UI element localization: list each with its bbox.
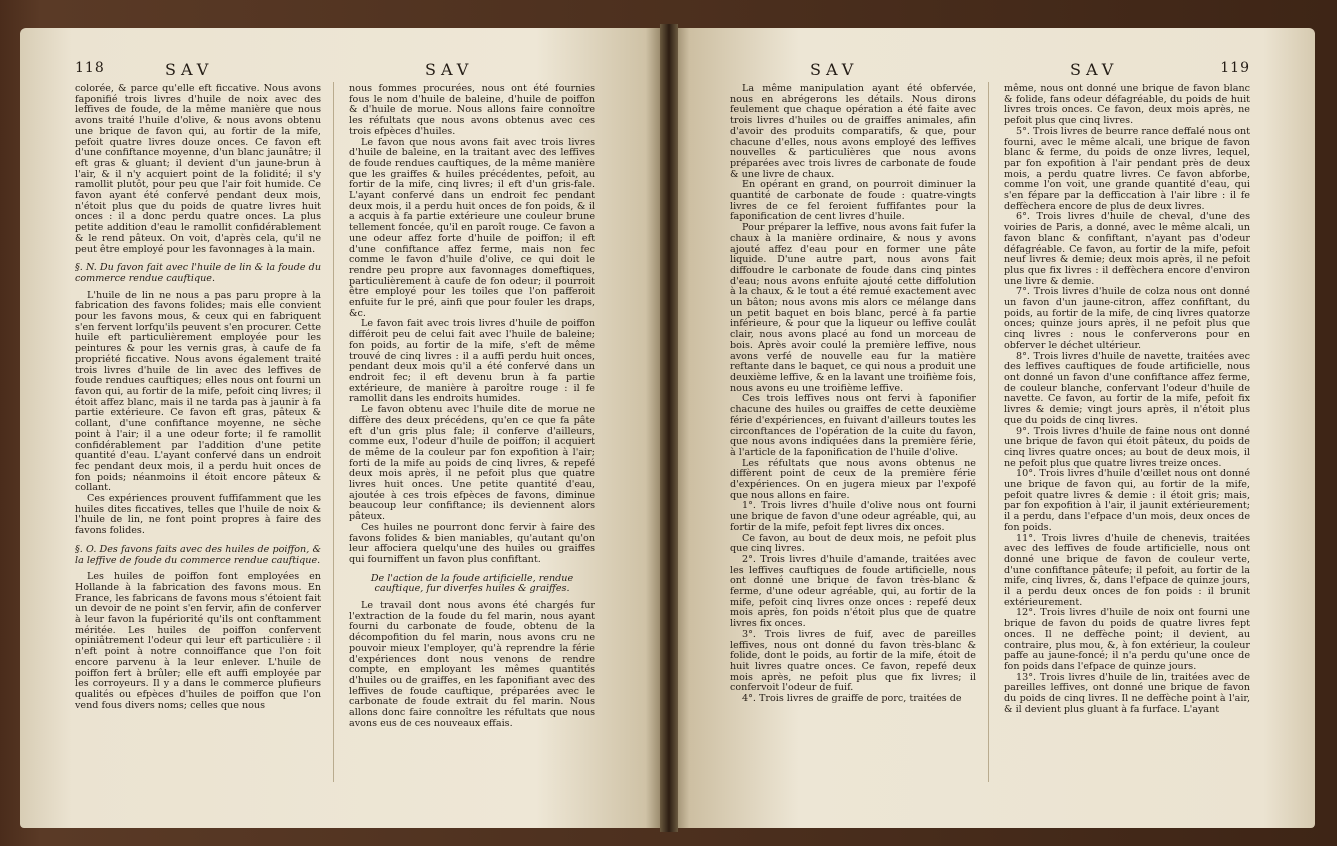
left-column-1	[75, 84, 321, 729]
paragraph: La même manipulation ayant été obfervée, nous en abrégerons les détails. Nous dirons feulement que chaque opération a été faite avec trois livres d'huiles ou de graiffes animales, afin d'avoir des produits comparatifs, & que, pour chacune d'elles, nous avons employé des leffives nouvelles & particulières que nous avons préparées avec trois livres de carbonate de foude & une livre de chaux.	[730, 83, 976, 180]
paragraph: Le travail dont nous avons été chargés fur l'extraction de la foude du fel marin, nous ayant fourni du carbonate de foude, obtenu de la décompofition du fel marin, nous avons cru ne pouvoir mieux l'employer, qu'à reprendre la férie d'expériences dont nous venons de rendre compte, en employant les mêmes quantités d'huiles ou de graiffes, en les faponifiant avec des leffives de foude cauftique, préparées avec le carbonate de foude extrait du fel marin. Nous allons donc faire connoître les réfultats que nous avons eus de ces nouveaux effais.	[349, 600, 595, 729]
paragraph: 2°. Trois livres d'huile d'amande, traitées avec les leffives cauftiques de foude artificielle, nous ont donné une brique de favon très-blanc & ferme, d'une odeur agréable, qui, au fortir de la mife, pefoit cinq livres onze onces : repefé deux mois après, fon poids n'étoit plus que de quatre livres fix onces.	[730, 553, 976, 630]
right-head-title-b: SAV	[1070, 60, 1119, 79]
paragraph: 13°. Trois livres d'huile de lin, traitées avec de pareilles leffives, ont donné une brique de favon du poids de cinq livres. Il ne deffèche point à l'air, & il devient plus gluant à fa furface. L'ayant	[1004, 671, 1250, 715]
left-page-number: 118	[75, 60, 105, 76]
left-page	[75, 60, 595, 810]
right-column-1	[730, 84, 976, 715]
paragraph: Ces huiles ne pourront donc fervir à faire des favons folides & bien maniables, qu'autant qu'on leur affociera quelqu'une des huiles ou graiffes qui fourniffent un favon plus confiftant.	[349, 521, 595, 565]
right-page	[730, 60, 1250, 810]
left-column-rule	[333, 82, 334, 782]
paragraph: nous fommes procurées, nous ont été fournies fous le nom d'huile de baleine, d'huile de poiffon & d'huile de morue. Nous allons faire connoître les réfultats que nous avons obtenus avec ces trois efpèces d'huiles.	[349, 83, 595, 137]
paragraph: 7°. Trois livres d'huile de colza nous ont donné un favon d'un jaune-citron, affez confiftant, du poids, au fortir de la mife, de cinq livres quatorze onces; quinze jours après, il ne pefoit plus que cinq livres : nous le conferverons pour en obferver le déchet ultérieur.	[1004, 286, 1250, 351]
paragraph: Le favon que nous avons fait avec trois livres d'huile de baleine, en la traitant avec des leffives de foude rendues cauftiques, de la même manière que les graiffes & huiles précédentes, pefoit, au fortir de la mife, cinq livres; il eft d'un gris-fale. L'ayant confervé dans un endroit fec pendant deux mois, il a perdu huit onces de fon poids, & il a acquis à fa partie extérieure une couleur brune tellement foncée, qu'il en paroît rouge. Ce favon a une odeur affez forte d'huile de poiffon; il eft d'une confiftance affez ferme, mais non fec comme le favon d'huile d'olive, ce qui doit le rendre peu propre aux favonnages domeftiques, particulièrement à caufe de fon odeur; il pourroit être employé pour les toiles que l'on pafferoit enfuite fur le pré, ainfi que pour fouler les draps, &c.	[349, 136, 595, 319]
paragraph: 3°. Trois livres de fuif, avec de pareilles leffives, nous ont donné du favon très-blanc & folide, dont le poids, au fortir de la mife, étoit de huit livres quatre onces. Ce favon, repefé deux mois après, ne pefoit plus que fix livres; il confervoit l'odeur de fuif.	[730, 628, 976, 694]
right-column-rule	[988, 82, 989, 782]
paragraph: 6°. Trois livres d'huile de cheval, d'une des voiries de Paris, a donné, avec le même alcali, un favon blanc & confiftant, n'ayant pas d'odeur défagréable. Ce favon, au fortir de la mife, pefoit neuf livres & demie; deux mois après, il ne pefoit plus que fix livres : il deffèchera encore d'environ une livre & demie.	[1004, 211, 1250, 287]
paragraph: Les huiles de poiffon font employées en Hollande à la fabrication des favons mous. En France, les fabricans de favons mous s'étoient fait un devoir de ne point s'en fervir, afin de conferver à leur favon la fupériorité qu'ils ont conftamment méritée. Les huiles de poiffon confervent opiniâtrement l'odeur qui leur eft particulière : il n'eft point à notre connoiffance que l'on foit encore parvenu à la leur enlever. L'huile de poiffon fert à brûler; elle eft auffi employée par les corroyeurs. Il y a dans le commerce plufieurs qualités ou efpèces d'huiles de poiffon que l'on vend fous divers noms; celles que nous	[75, 571, 321, 711]
left-running-head	[75, 60, 595, 82]
paragraph: Ce favon, au bout de deux mois, ne pefoit plus que cinq livres.	[730, 532, 976, 555]
right-head-title-a: SAV	[810, 60, 859, 79]
left-head-title-b: SAV	[425, 60, 474, 79]
subsection-heading: De l'action de la foude artificielle, rendue cauftique, fur diverfes huiles & graiffes.	[370, 572, 574, 595]
paragraph: 11°. Trois livres d'huile de chenevis, traitées avec des leffives de foude artificielle, nous ont donné une brique de favon de couleur verte, d'une confiftance pâteufe; il pefoit, au fortir de la mife, cinq livres, &, dans l'efpace de quinze jours, il a perdu deux onces de fon poids : il brunit extérieurement.	[1004, 532, 1250, 608]
paragraph: 5°. Trois livres de beurre rance deffalé nous ont fourni, avec le même alcali, une brique de favon blanc & ferme, du poids de onze livres, lequel, par fon expofition à l'air pendant près de deux mois, a perdu quatre livres. Ce favon abforbe, comme l'on voit, une grande quantité d'eau, qui s'en fépare par la defficcation à l'air libre : il fe deffèchera encore de plus de deux livres.	[1004, 125, 1251, 212]
left-column-2	[349, 84, 595, 729]
paragraph: Ces expériences prouvent fuffifamment que les huiles dites ficcatives, telles que l'huile de noix & l'huile de lin, ne font point propres à faire des favons folides.	[75, 493, 321, 537]
paragraph: Pour préparer la leffive, nous avons fait fufer la chaux à la manière ordinaire, & nous y avons ajouté affez d'eau pour en former une pâte liquide. D'une autre part, nous avons fait diffoudre le carbonate de foude dans cinq pintes d'eau; nous avons enfuite ajouté cette diffolution à la chaux, & le tout a été remué exactement avec un bâton; nous avons mis alors ce mélange dans un petit baquet en bois blanc, percé à fa partie inférieure, & pour que la liqueur ou leffive coulât clair, nous avons placé au fond un morceau de bois. Après avoir coulé la première leffive, nous avons verfé de nouvelle eau fur la matière reftante dans le baquet, ce qui nous a produit une deuxième leffive, & en la lavant une troifième fois, nous avons eu une troifième leffive.	[730, 222, 976, 394]
paragraph: L'huile de lin ne nous a pas paru propre à la fabrication des favons folides; mais elle convient pour les favons mous, & ceux qui en fabriquent s'en fervent lorfqu'ils peuvent s'en procurer. Cette huile eft particulièrement employée pour les peintures & pour les vernis gras, à caufe de fa propriété ficcative. Nous avons également traité trois livres d'huile de lin avec des leffives de foude rendues cauftiques; elles nous ont fourni un favon qui, au fortir de la mife, pefoit cinq livres; il étoit affez blanc, mais il ne tarda pas à jaunir à fa partie extérieure. Ce favon eft gras, pâteux & collant, d'une confiftance moyenne, ne sèche point à l'air; il a une odeur forte; il fe ramollit confidérablement par l'addition d'une petite quantité d'eau. L'ayant confervé dans un endroit fec pendant deux mois, il a perdu huit onces de fon poids; néanmoins il étoit encore pâteux & collant.	[75, 289, 321, 494]
paragraph: Le favon fait avec trois livres d'huile de poiffon différoit peu de celui fait avec l'huile de baleine; fon poids, au fortir de la mife, s'eft de même trouvé de cinq livres : il a auffi perdu huit onces, pendant deux mois qu'il a été confervé dans un endroit fec; il eft devenu brun à fa partie extérieure, de manière à paroître rouge : il fe ramollit dans les endroits humides.	[349, 318, 595, 405]
paragraph: 4°. Trois livres de graiffe de porc, traitées de	[742, 693, 962, 705]
paragraph: Les réfultats que nous avons obtenus ne diffèrent point de ceux de la première férie d'expériences. On en jugera mieux par l'expofé que nous allons en faire.	[730, 457, 976, 501]
paragraph: colorée, & parce qu'elle eft ficcative. Nous avons faponifié trois livres d'huile de noix avec des leffives de foude, de la même manière que nous avons traité l'huile d'olive, & nous avons obtenu une brique de favon qui, au fortir de la mife, pefoit quatre livres douze onces. Ce favon eft d'une confiftance moyenne, d'un blanc jaunâtre; il eft gras & gluant; il devient d'un jaune-brun à l'air, & il n'y acquiert point de la folidité; il s'y ramollit plutôt, pour peu que l'air foit humide. Ce favon ayant été confervé pendant deux mois, n'étoit plus que du poids de quatre livres huit onces : il a donc perdu quatre onces. La plus petite addition d'eau le ramollit confidérablement & le rend pâteux. On voit, d'après cela, qu'il ne peut être employé pour les favonnages à la main.	[75, 83, 321, 255]
book-gutter	[660, 24, 678, 832]
right-page-number: 119	[1220, 60, 1250, 76]
section-heading-n: §. N. Du favon fait avec l'huile de lin & la foude du commerce rendue cauftique.	[75, 262, 321, 284]
paragraph: 8°. Trois livres d'huile de navette, traitées avec des leffives cauftiques de foude artificielle, nous ont donné un favon d'une confiftance affez ferme, de couleur blanche, confervant l'odeur d'huile de navette. Ce favon, au fortir de la mife, pefoit fix livres & demie; vingt jours après, il n'étoit plus que du poids de cinq livres.	[1004, 350, 1250, 426]
paragraph: même, nous ont donné une brique de favon blanc & folide, fans odeur défagréable, du poids de huit livres trois onces. Ce favon, deux mois après, ne pefoit plus que cinq livres.	[1004, 83, 1250, 127]
paragraph: 12°. Trois livres d'huile de noix ont fourni une brique de favon du poids de quatre livres fept onces. Il ne deffèche point; il devient, au contraire, plus mou, &, à fon extérieur, la couleur paffe au jaune-foncé; il n'a perdu qu'une once de fon poids dans l'efpace de quinze jours.	[1004, 607, 1250, 672]
paragraph: Le favon obtenu avec l'huile dite de morue ne diffère des deux précédens, qu'en ce que fa pâte eft d'un gris plus fale; il conferve d'ailleurs, comme eux, l'odeur d'huile de poiffon; il acquiert de même de la couleur par fon expofition à l'air; forti de la mife au poids de cinq livres, & repefé deux mois après, il ne pefoit plus que quatre livres huit onces. Une petite quantité d'eau, ajoutée à ces trois efpèces de favons, diminue beaucoup leur confiftance; ils deviennent alors pâteux.	[349, 404, 595, 523]
paragraph: 10°. Trois livres d'huile d'œillet nous ont donné une brique de favon qui, au fortir de la mife, pefoit quatre livres & demie : il étoit gris; mais, par fon expofition à l'air, il jaunit extérieurement; il a perdu, dans l'efpace d'un mois, deux onces de fon poids.	[1004, 468, 1250, 533]
paragraph: 9°. Trois livres d'huile de faine nous ont donné une brique de favon qui étoit pâteux, du poids de cinq livres quatre onces; au bout de deux mois, il ne pefoit plus que quatre livres treize onces.	[1004, 425, 1250, 469]
section-heading-o: §. O. Des favons faits avec des huiles de poiffon, & la leffive de foude du commerce rendue cauftique.	[75, 543, 321, 566]
right-running-head	[730, 60, 1250, 82]
paragraph: 1°. Trois livres d'huile d'olive nous ont fourni une brique de favon d'une odeur agréable, qui, au fortir de la mife, pefoit fept livres dix onces.	[730, 500, 976, 533]
paragraph: Ces trois leffives nous ont fervi à faponifier chacune des huiles ou graiffes de cette deuxième férie d'expériences, en fuivant d'ailleurs toutes les circonftances de l'opération de la cuite du favon, que nous avons indiquées dans la première férie, à l'article de la faponification de l'huile d'olive.	[730, 393, 976, 458]
left-head-title-a: SAV	[165, 60, 214, 79]
right-column-2	[1004, 84, 1250, 715]
paragraph: En opérant en grand, on pourroit diminuer la quantité de carbonate de foude : quatre-vingts livres de ce fel feroient fuffifantes pour la faponification de cent livres d'huile.	[730, 179, 976, 223]
